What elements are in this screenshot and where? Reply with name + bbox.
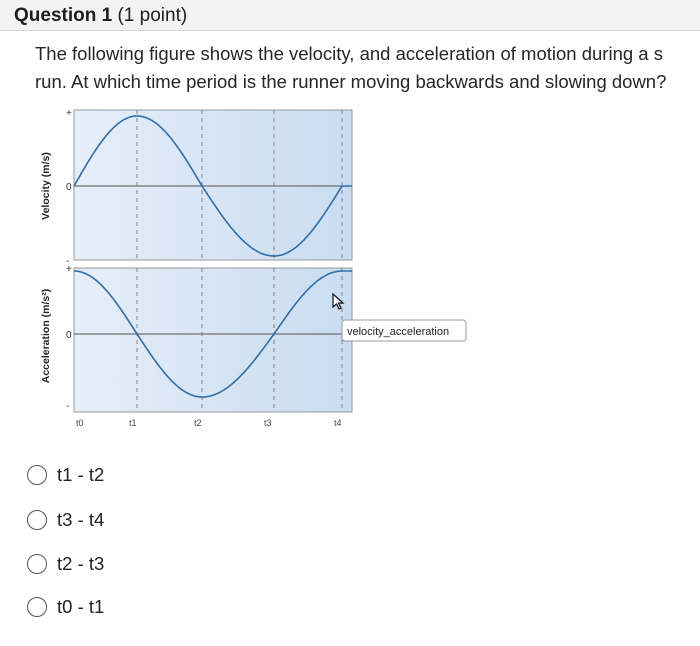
time-tick-t4: t4 <box>334 418 342 428</box>
option-label: t0 - t1 <box>57 596 105 617</box>
question-title <box>14 5 187 27</box>
option-label: t2 - t3 <box>57 553 105 574</box>
radio-button[interactable] <box>27 465 47 485</box>
question-points: (1 point) <box>117 5 188 26</box>
velocity-minus-label: - <box>66 256 70 267</box>
option-t3-t4[interactable] <box>27 507 104 533</box>
option-t0-t1[interactable] <box>27 594 104 620</box>
prompt-line-2: run. At which time period is the runner moving backwards and slowing down? <box>35 71 667 92</box>
prompt-line-1: The following figure shows the velocity, and acceleration of motion during a s <box>35 43 663 64</box>
motion-figure <box>36 104 476 434</box>
series-tooltip <box>342 320 466 341</box>
velocity-zero-label: 0 <box>66 182 72 193</box>
motion-graph <box>36 104 476 434</box>
question-number: Question 1 <box>14 5 113 26</box>
option-t1-t2[interactable] <box>27 462 104 488</box>
velocity-panel <box>74 110 352 260</box>
option-t2-t3[interactable] <box>27 551 104 577</box>
time-tick-t3: t3 <box>264 418 272 428</box>
time-tick-t0: t0 <box>76 418 84 428</box>
acceleration-panel <box>74 268 352 412</box>
acceleration-axis-label: Acceleration (m/s²) <box>40 288 52 384</box>
velocity-axis-label: Velocity (m/s) <box>40 152 52 220</box>
acceleration-minus-label: - <box>66 401 70 412</box>
time-tick-t1: t1 <box>129 418 137 428</box>
option-label: t3 - t4 <box>57 509 105 530</box>
series-tooltip-label: velocity_acceleration <box>347 326 450 338</box>
velocity-plus-label: + <box>66 108 72 119</box>
acceleration-zero-label: 0 <box>66 330 72 341</box>
radio-button[interactable] <box>27 597 47 617</box>
radio-button[interactable] <box>27 510 47 530</box>
acceleration-plus-label: + <box>66 264 72 275</box>
radio-button[interactable] <box>27 554 47 574</box>
time-tick-t2: t2 <box>194 418 202 428</box>
question-prompt <box>35 40 700 96</box>
option-label: t1 - t2 <box>57 464 105 485</box>
